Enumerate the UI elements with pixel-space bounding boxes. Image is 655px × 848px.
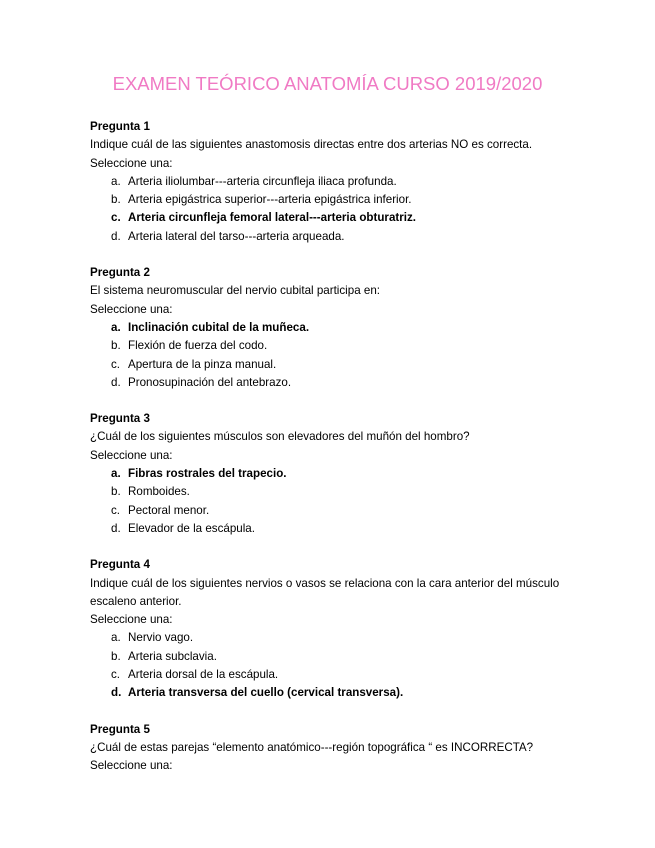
question-5 bbox=[90, 721, 560, 776]
option-letter: d. bbox=[111, 229, 121, 243]
option-c bbox=[90, 502, 560, 520]
option-letter: d. bbox=[111, 521, 121, 535]
question-4 bbox=[90, 556, 560, 702]
question-text: Indique cuál de los siguientes nervios o vasos se relaciona con la cara anterior del músculo escaleno anterior. bbox=[90, 576, 560, 608]
option-c bbox=[90, 209, 560, 227]
question-prompt: Seleccione una: bbox=[90, 302, 173, 316]
option-text: Arteria iliolumbar---arteria circunfleja iliaca profunda. bbox=[128, 174, 397, 188]
option-text: Romboides. bbox=[128, 485, 190, 499]
question-heading: Pregunta 3 bbox=[90, 412, 150, 426]
option-a bbox=[90, 319, 560, 337]
question-2 bbox=[90, 264, 560, 392]
option-text: Arteria dorsal de la escápula. bbox=[128, 668, 279, 682]
option-text: Fibras rostrales del trapecio. bbox=[128, 467, 287, 481]
option-letter: a. bbox=[111, 631, 121, 645]
option-d bbox=[90, 228, 560, 246]
option-letter: b. bbox=[111, 193, 121, 207]
option-text: Arteria subclavia. bbox=[128, 649, 217, 663]
question-prompt: Seleccione una: bbox=[90, 759, 173, 773]
option-letter: a. bbox=[111, 320, 121, 334]
option-text: Arteria epigástrica superior---arteria epigástrica inferior. bbox=[128, 193, 412, 207]
option-letter: c. bbox=[111, 668, 121, 682]
question-heading: Pregunta 5 bbox=[90, 722, 150, 736]
option-a bbox=[90, 629, 560, 647]
question-prompt: Seleccione una: bbox=[90, 448, 173, 462]
option-c bbox=[90, 666, 560, 684]
question-text: El sistema neuromuscular del nervio cubital participa en: bbox=[90, 284, 380, 298]
option-a bbox=[90, 173, 560, 191]
option-letter: a. bbox=[111, 174, 121, 188]
question-heading: Pregunta 4 bbox=[90, 558, 150, 572]
question-prompt: Seleccione una: bbox=[90, 156, 173, 170]
option-text: Arteria transversa del cuello (cervical transversa). bbox=[128, 686, 404, 700]
option-b bbox=[90, 337, 560, 355]
option-text: Pectoral menor. bbox=[128, 503, 210, 517]
option-list bbox=[90, 173, 560, 246]
option-list bbox=[90, 629, 560, 702]
question-heading: Pregunta 2 bbox=[90, 266, 150, 280]
question-1 bbox=[90, 118, 560, 246]
question-3 bbox=[90, 410, 560, 538]
option-d bbox=[90, 374, 560, 392]
document-body bbox=[90, 118, 560, 794]
option-letter: b. bbox=[111, 649, 121, 663]
option-d bbox=[90, 520, 560, 538]
option-c bbox=[90, 356, 560, 374]
option-letter: a. bbox=[111, 467, 121, 481]
option-letter: c. bbox=[111, 211, 121, 225]
option-text: Pronosupinación del antebrazo. bbox=[128, 375, 292, 389]
option-text: Inclinación cubital de la muñeca. bbox=[128, 320, 310, 334]
option-letter: b. bbox=[111, 339, 121, 353]
option-d bbox=[90, 684, 560, 702]
option-list bbox=[90, 465, 560, 538]
option-letter: d. bbox=[111, 686, 122, 700]
question-text: ¿Cuál de los siguientes músculos son elevadores del muñón del hombro? bbox=[90, 430, 470, 444]
option-text: Flexión de fuerza del codo. bbox=[128, 339, 268, 353]
option-text: Elevador de la escápula. bbox=[128, 521, 255, 535]
option-text: Arteria circunfleja femoral lateral---arteria obturatriz. bbox=[128, 211, 416, 225]
option-text: Nervio vago. bbox=[128, 631, 194, 645]
option-a bbox=[90, 465, 560, 483]
option-text: Arteria lateral del tarso---arteria arqueada. bbox=[128, 229, 345, 243]
option-b bbox=[90, 483, 560, 501]
option-list bbox=[90, 319, 560, 392]
question-heading: Pregunta 1 bbox=[90, 120, 150, 133]
option-letter: d. bbox=[111, 375, 121, 389]
option-text: Apertura de la pinza manual. bbox=[128, 357, 277, 371]
option-letter: c. bbox=[111, 503, 121, 517]
document-title: EXAMEN TEÓRICO ANATOMÍA CURSO 2019/2020 bbox=[112, 73, 543, 94]
option-letter: c. bbox=[111, 357, 121, 371]
option-b bbox=[90, 191, 560, 209]
question-text: ¿Cuál de estas parejas “elemento anatómico---región topográfica “ es INCORRECTA? bbox=[90, 740, 534, 754]
question-text: Indique cuál de las siguientes anastomosis directas entre dos arterias NO es correcta. bbox=[90, 138, 533, 152]
question-prompt: Seleccione una: bbox=[90, 613, 173, 627]
option-letter: b. bbox=[111, 485, 121, 499]
option-b bbox=[90, 648, 560, 666]
